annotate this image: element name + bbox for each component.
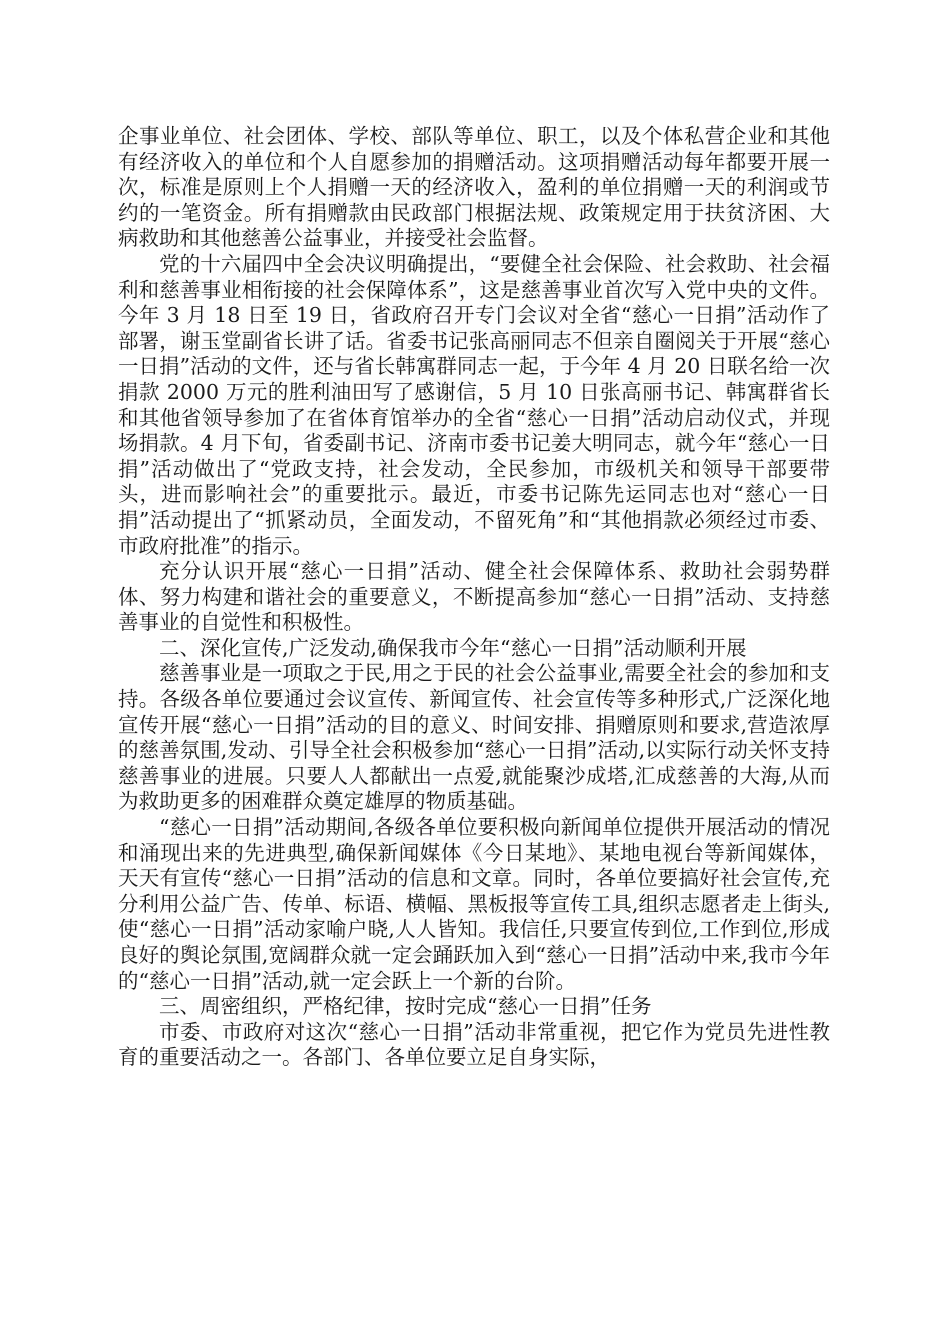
paragraph-media-publicity: “慈心一日捐”活动期间,各级各单位要积极向新闻单位提供开展活动的情况和涌现出来的先进典型,确保新闻媒体《今日某地》、某地电视台等新闻媒体，天天有宣传“慈心一日捐”活动的信息和文章。同时，各单位要搞好社会宣传,充分利用公益广告、传单、标语、横幅、黑板报等宣传工具,组织志愿者走上街头,使“慈心一日捐”活动家喻户晓,人人皆知。我信任,只要宣传到位,工作到位,形成良好的舆论氛围,宽阔群众就一定会踊跃加入到“慈心一日捐”活动中来,我市今年的“慈心一日捐”活动,就一定会跃上一个新的台阶。 [118,815,830,993]
paragraph-party-decision: 党的十六届四中全会决议明确提出，“要健全社会保险、社会救助、社会福利和慈善事业相衔接的社会保障体系”，这是慈善事业首次写入党中央的文件。今年 3 月 18 日至 19 日，省政府召开专门会议对全省“慈心一日捐”活动作了部署，谢玉堂副省长讲了话。省委书记张高丽同志不但亲自圈阅关于开展“慈心一日捐”活动的文件，还与省长韩寓群同志一起，于今年 4 月 20 日联名给一次捐款 2000 万元的胜利油田写了感谢信，5 月 10 日张高丽书记、韩寓群省长和其他省领导参加了在省体育馆举办的全省“慈心一日捐”活动启动仪式，并现场捐款。4 月下旬，省委副书记、济南市委书记姜大明同志，就今年“慈心一日捐”活动做出了“党政支持，社会发动，全民参加，市级机关和领导干部要带头，进而影响社会”的重要批示。最近，市委书记陈先运同志也对“慈心一日捐”活动提出了“抓紧动员，全面发动，不留死角”和“其他捐款必须经过市委、市政府批准”的指示。 [118,251,830,558]
section-heading-2: 二、深化宣传,广泛发动,确保我市今年“慈心一日捐”活动顺利开展 [159,635,747,660]
paragraph-significance: 充分认识开展“慈心一日捐”活动、健全社会保障体系、救助社会弱势群体、努力构建和谐社会的重要意义，不断提高参加“慈心一日捐”活动、支持慈善事业的自觉性和积极性。 [118,559,830,635]
paragraph-donation-scope: 企事业单位、社会团体、学校、部队等单位、职工，以及个体私营企业和其他有经济收入的单位和个人自愿参加的捐赠活动。这项捐赠活动每年都要开展一次，标准是原则上个人捐赠一天的经济收入，盈利的单位捐赠一天的利润或节约的一笔资金。所有捐赠款由民政部门根据法规、政策规定用于扶贫济困、大病救助和其他慈善公益事业，并接受社会监督。 [118,124,830,251]
paragraph-organization: 市委、市政府对这次“慈心一日捐”活动非常重视，把它作为党员先进性教育的重要活动之一。各部门、各单位要立足自身实际， [118,1019,830,1070]
paragraph-charity-publicity: 慈善事业是一项取之于民,用之于民的社会公益事业,需要全社会的参加和支持。各级各单位要通过会议宣传、新闻宣传、社会宣传等多种形式,广泛深化地宣传开展“慈心一日捐”活动的目的意义、时间安排、捐赠原则和要求,营造浓厚的慈善氛围,发动、引导全社会积极参加“慈心一日捐”活动,以实际行动关怀支持慈善事业的进展。只要人人都献出一点爱,就能聚沙成塔,汇成慈善的大海,从而为救助更多的困难群众奠定雄厚的物质基础。 [118,661,830,814]
section-heading-3: 三、周密组织，严格纪律，按时完成“慈心一日捐”任务 [159,994,652,1019]
document-body [118,124,830,1071]
